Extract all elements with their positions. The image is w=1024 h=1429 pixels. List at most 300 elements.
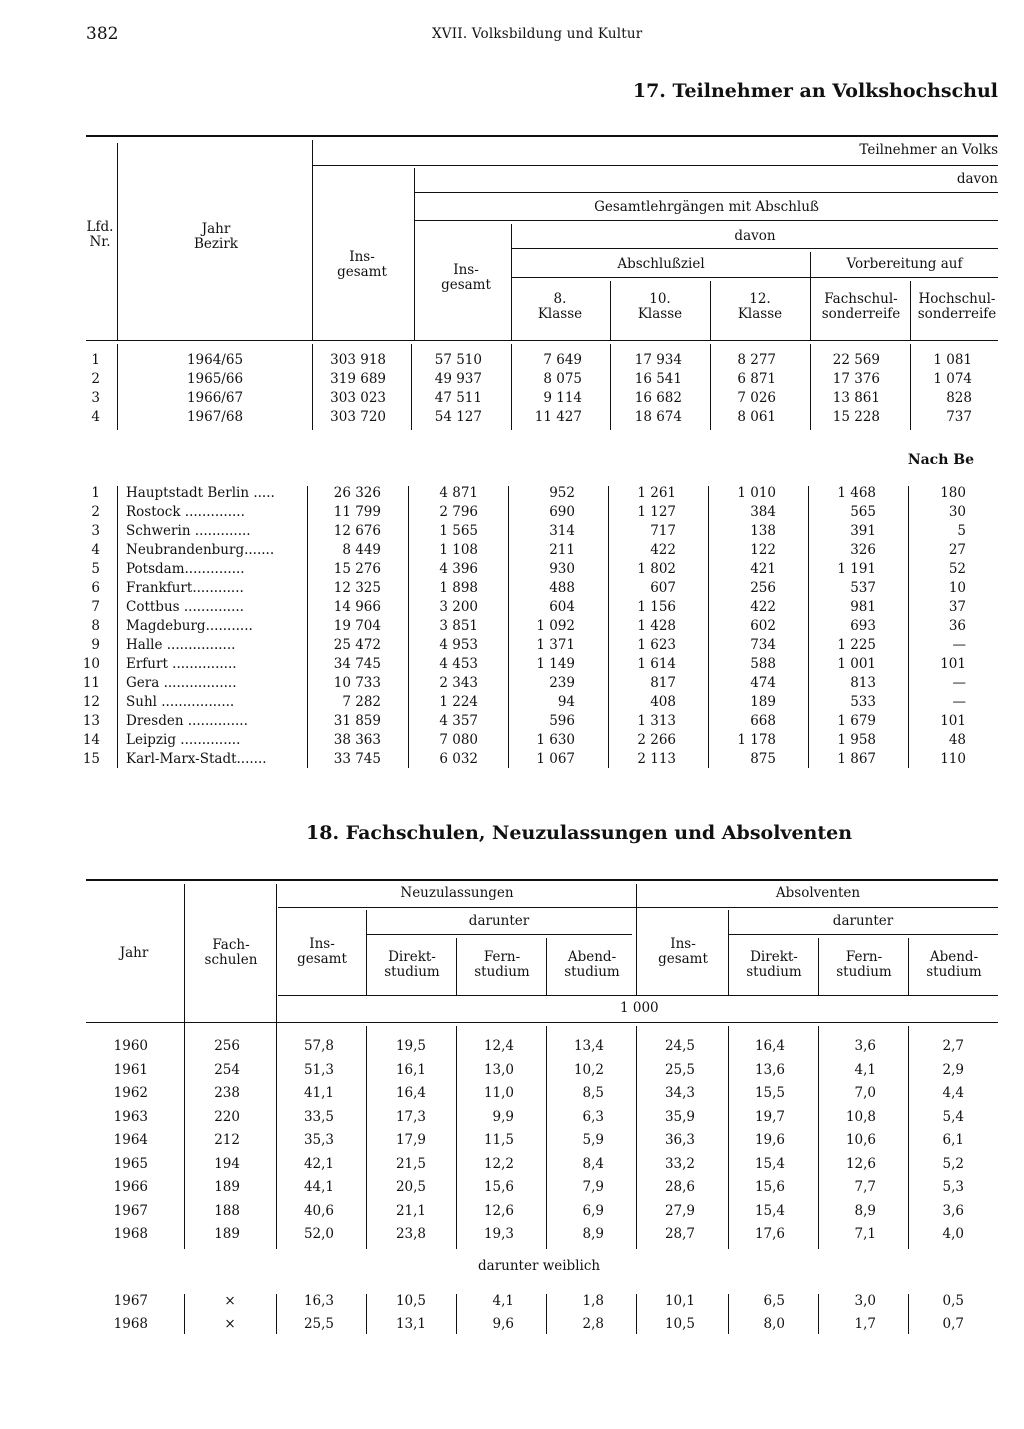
row-number: 4: [91, 409, 100, 425]
table-cell: 14 966: [333, 599, 381, 615]
table-cell: 34 745: [333, 656, 381, 672]
header-insgesamt-abs: Ins- gesamt: [658, 936, 708, 967]
row-number: 3: [91, 390, 100, 406]
table-cell: 11,5: [483, 1132, 514, 1148]
table-cell: 8 449: [342, 542, 381, 558]
table17-rule: [512, 248, 998, 249]
table-cell: 533: [850, 694, 876, 710]
table-cell: 7 026: [737, 390, 776, 406]
table-cell: 36: [948, 618, 966, 634]
table-cell: 3 200: [439, 599, 478, 615]
table-cell: 17 376: [832, 371, 880, 387]
table-cell: 238: [214, 1085, 240, 1101]
table-cell: 256: [750, 580, 776, 596]
table-cell: 47 511: [434, 390, 482, 406]
table17-title: 17. Teilnehmer an Volkshochschul: [632, 80, 998, 102]
table-cell: 42,1: [303, 1155, 334, 1172]
table-cell: 737: [946, 409, 972, 425]
header-fachschulsonderreife: Fachschul- sonderreife: [821, 291, 901, 322]
header-davon-2: davon: [734, 228, 776, 244]
table-cell: 8,5: [582, 1085, 604, 1101]
table-cell: 36,3: [664, 1132, 695, 1148]
table-cell: 11,0: [483, 1085, 514, 1101]
table-cell: 27: [948, 542, 966, 558]
table-cell: 2 113: [637, 751, 676, 767]
table-cell: 2,8: [582, 1316, 604, 1332]
row-year: 1962: [113, 1085, 148, 1101]
table-cell: 33 745: [333, 751, 381, 767]
table-cell: 16,4: [754, 1038, 785, 1054]
table-cell: 384: [750, 504, 776, 520]
table-cell: 19,6: [754, 1132, 785, 1148]
row-number: 10: [82, 656, 100, 672]
table-cell: 930: [549, 561, 575, 577]
table-cell: 15,6: [754, 1179, 785, 1195]
row-district-name: Leipzig ..............: [126, 732, 241, 748]
row-district-name: Rostock ..............: [126, 504, 245, 520]
table-cell: 1 623: [637, 637, 676, 653]
row-year-label: 1965/66: [186, 371, 244, 387]
table-cell: 16 682: [634, 390, 682, 406]
table-cell: 31 859: [333, 713, 381, 729]
table-cell: 1 630: [536, 732, 575, 748]
table-cell: 565: [850, 504, 876, 520]
table-cell: 30: [948, 504, 966, 520]
table-cell: 602: [750, 618, 776, 634]
table-cell: 7,9: [582, 1179, 604, 1195]
table-cell: 1 108: [439, 542, 478, 558]
header-12-klasse: 12. Klasse: [737, 291, 783, 322]
table-cell: 10,1: [664, 1293, 695, 1309]
table-cell: 13,4: [573, 1038, 604, 1054]
row-year: 1960: [113, 1038, 148, 1054]
table-cell: 8,4: [582, 1155, 604, 1172]
table-cell: 110: [940, 751, 966, 767]
table-cell: 34,3: [664, 1085, 695, 1101]
header-jahr: Jahr: [119, 945, 149, 961]
table-cell: 952: [549, 485, 575, 501]
table-cell: 19,5: [395, 1038, 426, 1054]
table18-title: 18. Fachschulen, Neuzulassungen und Absolventen: [306, 822, 853, 844]
header-insgesamt-2: Ins- gesamt: [441, 262, 491, 293]
table-cell: 5,2: [942, 1155, 964, 1172]
row-district-name: Hauptstadt Berlin .....: [126, 485, 275, 501]
row-year-label: 1964/65: [186, 352, 244, 368]
table-cell: 33,2: [664, 1155, 695, 1172]
table-cell: 24,5: [664, 1038, 695, 1054]
table18-rule: [366, 934, 632, 935]
header-direktstudium-neu: Direkt- studium: [384, 949, 440, 980]
table17-body-divider: [910, 344, 911, 430]
table-cell: 57 510: [434, 352, 482, 368]
table18-col-divider: [908, 938, 909, 995]
table-cell: 2 266: [637, 732, 676, 748]
table-cell: 488: [549, 580, 575, 596]
row-number: 7: [91, 599, 100, 615]
table-cell: 19,7: [754, 1108, 785, 1125]
row-year: 1961: [113, 1061, 148, 1078]
table-cell: 15 276: [333, 561, 381, 577]
header-fachschulen: Fach- schulen: [204, 937, 258, 968]
table-cell: 693: [850, 618, 876, 634]
table-cell: 0,5: [942, 1293, 964, 1309]
row-district-name: Erfurt ...............: [126, 656, 237, 672]
table-cell: 391: [850, 523, 876, 539]
table-cell: 303 023: [330, 390, 386, 406]
running-head: XVII. Volksbildung und Kultur: [432, 26, 643, 42]
table-cell: 4,0: [942, 1226, 964, 1242]
row-number: 11: [82, 675, 100, 691]
row-number: 2: [91, 504, 100, 520]
table17-col-divider: [312, 140, 313, 340]
table-cell: 5,4: [942, 1108, 964, 1125]
row-number: 8: [91, 618, 100, 634]
table-cell: 12 676: [333, 523, 381, 539]
table-cell: 38 363: [333, 732, 381, 748]
table-cell: 303 918: [330, 352, 386, 368]
table-cell: 1 010: [737, 485, 776, 501]
table-cell: 422: [650, 542, 676, 558]
table-cell: 4 453: [439, 656, 478, 672]
table-cell: 41,1: [303, 1085, 334, 1101]
table-cell: 10,2: [573, 1061, 604, 1078]
table-cell: 8,0: [763, 1316, 785, 1332]
table-cell: 7,7: [854, 1179, 876, 1195]
table-cell: 51,3: [303, 1061, 334, 1078]
table17-body-divider: [610, 344, 611, 430]
page-number: 382: [86, 24, 119, 44]
table-cell: 1,7: [854, 1316, 876, 1332]
table-cell: 1 565: [439, 523, 478, 539]
table-cell: 10,8: [845, 1108, 876, 1125]
table-cell: 10,6: [845, 1132, 876, 1148]
table-cell: 17,9: [395, 1132, 426, 1148]
table-cell: 7 649: [543, 352, 582, 368]
table-cell: 21,1: [395, 1202, 426, 1219]
table-cell: 57,8: [303, 1038, 334, 1054]
table-cell: 8 277: [737, 352, 776, 368]
table-cell: 101: [940, 656, 966, 672]
table-cell: 101: [940, 713, 966, 729]
row-district-name: Halle ................: [126, 637, 236, 653]
header-10-klasse: 10. Klasse: [637, 291, 683, 322]
table-cell: 1 149: [536, 656, 575, 672]
table-cell: 44,1: [303, 1179, 334, 1195]
row-district-name: Dresden ..............: [126, 713, 248, 729]
table-cell: 1 371: [536, 637, 575, 653]
row-district-name: Magdeburg...........: [126, 618, 253, 634]
table-cell: 1 224: [439, 694, 478, 710]
header-fernstudium-abs: Fern- studium: [836, 949, 892, 980]
table-cell: 37: [948, 599, 966, 615]
table-cell: 25,5: [664, 1061, 695, 1078]
table18-rule: [278, 995, 998, 996]
row-district-name: Karl-Marx-Stadt.......: [126, 751, 267, 767]
header-neuzulassungen: Neuzulassungen: [400, 885, 514, 901]
table-cell: 12,6: [845, 1155, 876, 1172]
row-year: 1968: [113, 1316, 148, 1332]
row-district-name: Schwerin .............: [126, 523, 251, 539]
table-cell: 254: [214, 1061, 240, 1078]
header-darunter-2: darunter: [832, 913, 894, 929]
row-number: 1: [91, 485, 100, 501]
row-number: 4: [91, 542, 100, 558]
table18-top-rule: [86, 879, 998, 881]
table-cell: 604: [549, 599, 575, 615]
header-abendstudium-neu: Abend- studium: [564, 949, 620, 980]
table-cell: 28,7: [664, 1226, 695, 1242]
table-cell: 17,3: [395, 1108, 426, 1125]
table18-rule: [278, 907, 998, 908]
row-number: 12: [82, 694, 100, 710]
table-cell: 15,4: [754, 1155, 785, 1172]
table-cell: 607: [650, 580, 676, 596]
table-cell: 26 326: [333, 485, 381, 501]
header-teilnehmer: Teilnehmer an Volks: [859, 143, 998, 158]
table-cell: 12,4: [483, 1038, 514, 1054]
table-cell: 6 032: [439, 751, 478, 767]
row-district-name: Neubrandenburg.......: [126, 542, 275, 558]
table-cell: 817: [650, 675, 676, 691]
table-cell: 15 228: [832, 409, 880, 425]
table-cell: 10: [948, 580, 966, 596]
table17-body-divider: [710, 344, 711, 430]
header-absolventen: Absolventen: [775, 885, 861, 901]
table-cell: 52,0: [303, 1226, 334, 1242]
table-cell: 7,1: [854, 1226, 876, 1242]
table-cell: 13 861: [832, 390, 880, 406]
table-cell: 3,6: [854, 1038, 876, 1054]
table17-col-divider: [414, 168, 415, 340]
table-cell: 3,6: [942, 1202, 964, 1219]
row-district-name: Cottbus ..............: [126, 599, 244, 615]
table17-rule: [313, 165, 998, 166]
row-number: 9: [91, 637, 100, 653]
table-cell: —: [952, 637, 966, 653]
table-cell: 1 001: [837, 656, 876, 672]
table-cell: 326: [850, 542, 876, 558]
table-cell: 1 067: [536, 751, 575, 767]
table-cell: 16,3: [303, 1293, 334, 1309]
table17-col-divider: [610, 281, 611, 340]
table-cell: 189: [750, 694, 776, 710]
table-cell: 8,9: [854, 1202, 876, 1219]
row-number: 14: [82, 732, 100, 748]
table-cell: ×: [224, 1316, 236, 1332]
table17-rule: [512, 277, 998, 278]
header-vorbereitung: Vorbereitung auf: [846, 256, 963, 272]
row-district-name: Gera .................: [126, 675, 237, 691]
table-cell: 122: [750, 542, 776, 558]
table-cell: 6,9: [582, 1202, 604, 1219]
table-cell: 3,0: [854, 1293, 876, 1309]
table-cell: 1 074: [933, 371, 972, 387]
table18-header-bottom-rule: [86, 1022, 998, 1023]
table-cell: 19 704: [333, 618, 381, 634]
table18-col-divider: [546, 938, 547, 995]
table-cell: 189: [214, 1179, 240, 1195]
header-lfd-nr: Lfd. Nr.: [86, 219, 114, 250]
header-direktstudium-abs: Direkt- studium: [746, 949, 802, 980]
table-cell: 474: [750, 675, 776, 691]
table-cell: 875: [750, 751, 776, 767]
table-cell: 13,6: [754, 1061, 785, 1078]
table-cell: 2,9: [942, 1061, 964, 1078]
table-cell: 5: [957, 523, 966, 539]
table-cell: 1 898: [439, 580, 478, 596]
header-davon: davon: [956, 171, 998, 187]
table-cell: 6,5: [763, 1293, 785, 1309]
table-cell: ×: [224, 1293, 236, 1309]
header-8-klasse: 8. Klasse: [537, 291, 583, 322]
table17-col-divider: [910, 281, 911, 340]
table-cell: 10 733: [333, 675, 381, 691]
table-cell: 4,1: [854, 1061, 876, 1078]
header-abschlussziel: Abschlußziel: [617, 256, 705, 272]
table-cell: 10,5: [664, 1316, 695, 1332]
table-cell: 1 468: [837, 485, 876, 501]
table-cell: 813: [850, 675, 876, 691]
table-cell: 4,1: [492, 1293, 514, 1309]
row-number: 1: [91, 352, 100, 368]
header-darunter-1: darunter: [468, 913, 530, 929]
row-year: 1967: [113, 1293, 148, 1309]
table-cell: 35,9: [664, 1108, 695, 1125]
table-cell: 6,1: [942, 1132, 964, 1148]
header-fernstudium-neu: Fern- studium: [474, 949, 530, 980]
subsection-darunter-weiblich: darunter weiblich: [478, 1258, 601, 1274]
table-cell: 319 689: [330, 371, 386, 387]
table-cell: 94: [557, 694, 575, 710]
table-cell: 4 357: [439, 713, 478, 729]
table-cell: 17 934: [634, 352, 682, 368]
table-cell: 9,9: [492, 1108, 514, 1125]
row-year: 1963: [113, 1108, 148, 1125]
table-cell: 7 282: [342, 694, 381, 710]
table-cell: 1 679: [837, 713, 876, 729]
header-hochschulsonderreife: Hochschul- sonderreife: [917, 291, 997, 322]
table-cell: 1 802: [637, 561, 676, 577]
table-cell: 220: [214, 1108, 240, 1125]
table-cell: 3 851: [439, 618, 478, 634]
table-cell: 19,3: [483, 1226, 514, 1242]
table-cell: 7,0: [854, 1085, 876, 1101]
table-cell: 2 796: [439, 504, 478, 520]
table-cell: 5,3: [942, 1179, 964, 1195]
table-cell: 537: [850, 580, 876, 596]
table-cell: 1 092: [536, 618, 575, 634]
table-cell: 16,1: [395, 1061, 426, 1078]
table-cell: 16 541: [634, 371, 682, 387]
row-year-label: 1967/68: [186, 409, 244, 425]
table-cell: 180: [940, 485, 966, 501]
table-cell: 25 472: [333, 637, 381, 653]
row-number: 13: [82, 713, 100, 729]
table-cell: 314: [549, 523, 575, 539]
table-cell: 54 127: [434, 409, 482, 425]
section-label-nach-bezirken: Nach Be: [907, 452, 974, 468]
table-cell: 5,9: [582, 1132, 604, 1148]
table-cell: 13,0: [483, 1061, 514, 1078]
table-cell: 11 799: [333, 504, 381, 520]
table-cell: 48: [948, 732, 966, 748]
table-cell: 690: [549, 504, 575, 520]
table-cell: 10,5: [395, 1293, 426, 1309]
unit-label: 1 000: [620, 1000, 659, 1016]
row-district-name: Frankfurt............: [126, 580, 244, 596]
row-year: 1967: [113, 1202, 148, 1219]
table-cell: 303 720: [330, 409, 386, 425]
table-cell: 1 191: [837, 561, 876, 577]
table-cell: 189: [214, 1226, 240, 1242]
table-cell: 7 080: [439, 732, 478, 748]
table-cell: 1 261: [637, 485, 676, 501]
table-cell: 734: [750, 637, 776, 653]
table-cell: 6,3: [582, 1108, 604, 1125]
row-number: 6: [91, 580, 100, 596]
table-cell: 0,7: [942, 1316, 964, 1332]
table-cell: 33,5: [303, 1108, 334, 1125]
table-cell: 1 313: [637, 713, 676, 729]
row-year: 1965: [113, 1155, 148, 1172]
table-cell: 22 569: [832, 352, 880, 368]
table-cell: 1 958: [837, 732, 876, 748]
table18-col-divider: [636, 884, 637, 995]
table-cell: 138: [750, 523, 776, 539]
header-abendstudium-abs: Abend- studium: [926, 949, 982, 980]
table-cell: 588: [750, 656, 776, 672]
table17-body-divider: [117, 344, 118, 430]
table-cell: 20,5: [395, 1179, 426, 1195]
header-jahr-bezirk: Jahr Bezirk: [194, 221, 238, 252]
table-cell: 596: [549, 713, 575, 729]
table-cell: 52: [948, 561, 966, 577]
table-cell: 188: [214, 1202, 240, 1219]
table-cell: 1 225: [837, 637, 876, 653]
table-cell: 27,9: [664, 1202, 695, 1219]
table-cell: 40,6: [303, 1202, 334, 1219]
table-cell: 4 396: [439, 561, 478, 577]
table-cell: 212: [214, 1132, 240, 1148]
table-cell: 1 127: [637, 504, 676, 520]
table18-col-divider: [818, 938, 819, 995]
table-cell: 1 156: [637, 599, 676, 615]
table-cell: 12 325: [333, 580, 381, 596]
header-insgesamt: Ins- gesamt: [337, 249, 387, 280]
table-cell: —: [952, 675, 966, 691]
table-cell: 422: [750, 599, 776, 615]
table17-body-divider: [117, 486, 118, 768]
row-number: 3: [91, 523, 100, 539]
row-number: 5: [91, 561, 100, 577]
table-cell: 1,8: [582, 1293, 604, 1309]
table-cell: 15,4: [754, 1202, 785, 1219]
table-cell: 9,6: [492, 1316, 514, 1332]
table-cell: 828: [946, 390, 972, 406]
row-district-name: Potsdam..............: [126, 561, 245, 577]
header-insgesamt-neu: Ins- gesamt: [297, 936, 347, 967]
table-cell: 8 075: [543, 371, 582, 387]
table-cell: 35,3: [303, 1132, 334, 1148]
table-cell: 49 937: [434, 371, 482, 387]
table17-rule: [415, 192, 998, 193]
table18-col-divider: [456, 938, 457, 995]
table-cell: 211: [549, 542, 575, 558]
table-cell: 13,1: [395, 1316, 426, 1332]
table-cell: 25,5: [303, 1316, 334, 1332]
table-cell: 194: [214, 1155, 240, 1172]
table17-body-divider: [810, 344, 811, 430]
